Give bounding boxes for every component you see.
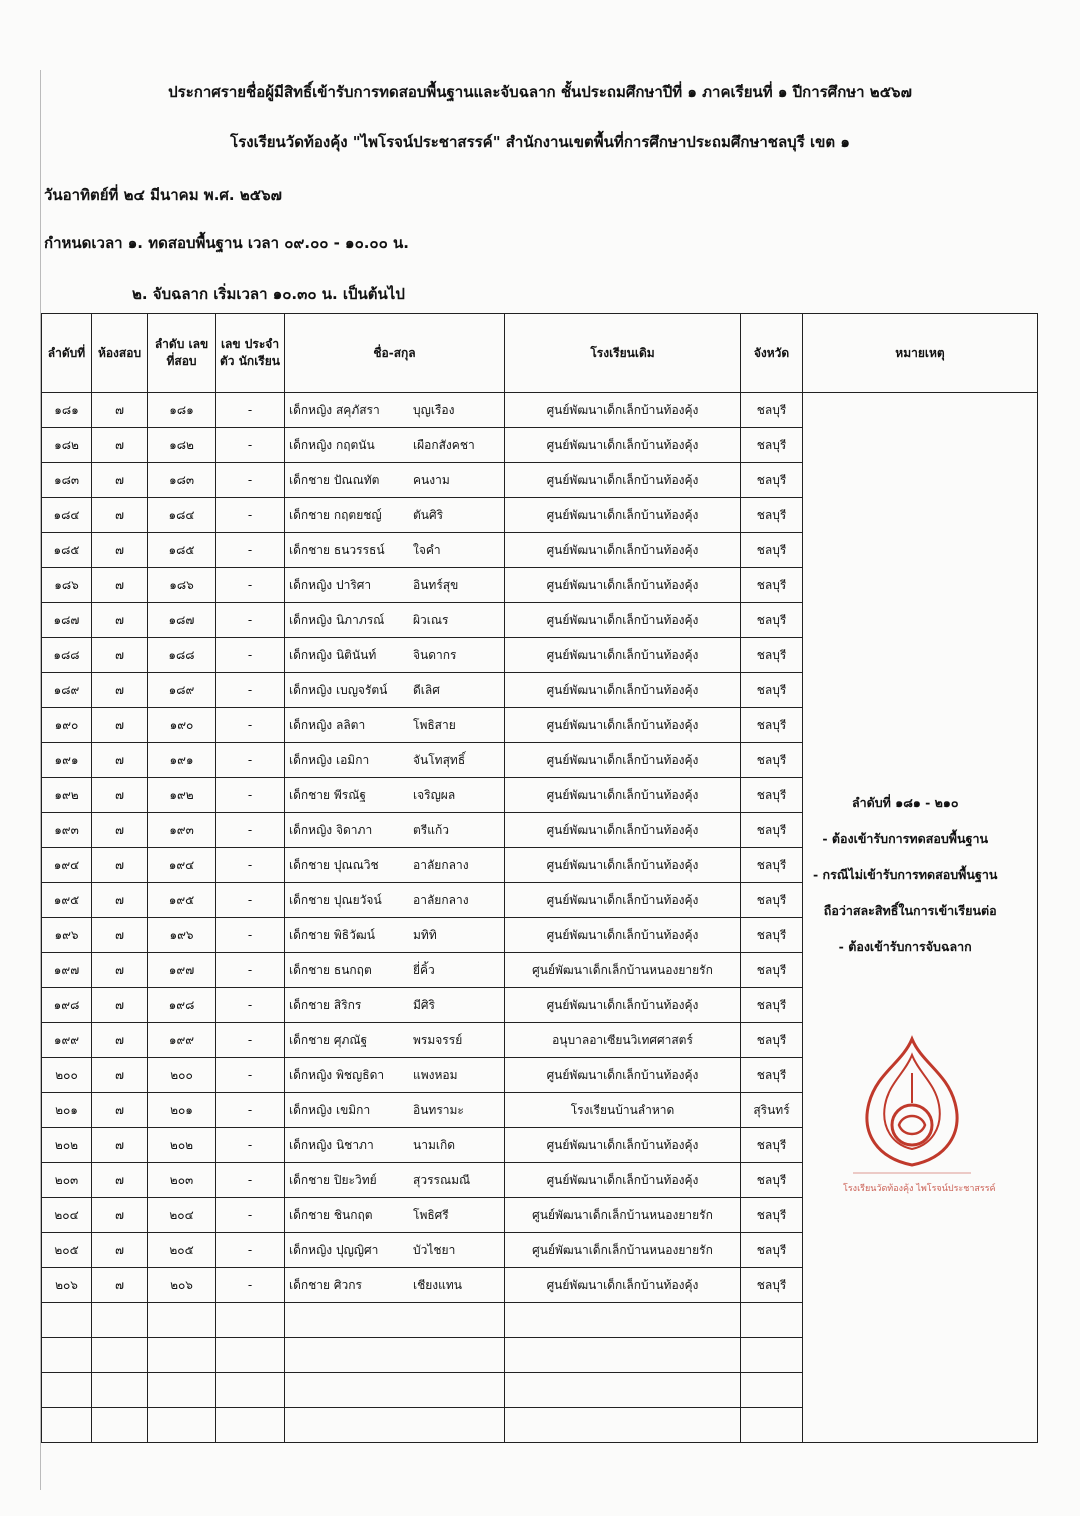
- cell-room: ๗: [92, 918, 148, 953]
- cell-student-id: -: [216, 1163, 285, 1198]
- last-name: แพงหอม: [413, 1067, 458, 1082]
- cell-school: ศูนย์พัฒนาเด็กเล็กบ้านหนองยายรัก: [505, 953, 741, 988]
- cell-no: ๑๙๓: [42, 813, 92, 848]
- cell-exam-no: ๒๐๕: [148, 1233, 216, 1268]
- empty-cell: [42, 1408, 92, 1443]
- cell-student-id: -: [216, 673, 285, 708]
- last-name: เจริญผล: [413, 787, 456, 802]
- cell-school: ศูนย์พัฒนาเด็กเล็กบ้านท้องคุ้ง: [505, 533, 741, 568]
- last-name: นามเกิด: [413, 1137, 456, 1152]
- first-name: เด็กหญิง ปาริศา: [289, 577, 372, 592]
- cell-school: ศูนย์พัฒนาเด็กเล็กบ้านท้องคุ้ง: [505, 778, 741, 813]
- empty-cell: [216, 1373, 285, 1408]
- cell-name: [285, 1198, 505, 1233]
- cell-room: ๗: [92, 603, 148, 638]
- last-name: ใจคำ: [413, 542, 441, 557]
- cell-room: ๗: [92, 393, 148, 428]
- cell-student-id: -: [216, 778, 285, 813]
- first-name: เด็กหญิง นิตินันท์: [289, 647, 377, 662]
- cell-exam-no: ๑๘๕: [148, 533, 216, 568]
- cell-province: สุรินทร์: [741, 1093, 803, 1128]
- last-name: เผือกสังคชา: [413, 437, 475, 452]
- cell-student-id: -: [216, 918, 285, 953]
- cell-student-id: -: [216, 1198, 285, 1233]
- cell-no: ๑๙๑: [42, 743, 92, 778]
- empty-cell: [148, 1373, 216, 1408]
- first-name: เด็กชาย ธนกฤต: [289, 962, 372, 977]
- cell-no: ๑๙๙: [42, 1023, 92, 1058]
- cell-province: ชลบุรี: [741, 603, 803, 638]
- cell-name: [285, 498, 505, 533]
- cell-school: ศูนย์พัฒนาเด็กเล็กบ้านท้องคุ้ง: [505, 1128, 741, 1163]
- empty-cell: [741, 1408, 803, 1443]
- first-name: เด็กหญิง นิชาภา: [289, 1137, 374, 1152]
- first-name: เด็กชาย ธนวรรธน์: [289, 542, 385, 557]
- cell-province: ชลบุรี: [741, 568, 803, 603]
- last-name: บัวไชยา: [413, 1242, 456, 1257]
- cell-name: [285, 1023, 505, 1058]
- cell-student-id: -: [216, 1093, 285, 1128]
- cell-province: ชลบุรี: [741, 743, 803, 778]
- empty-cell: [285, 1408, 505, 1443]
- page-title: ประกาศรายชื่อผู้มีสิทธิ์เข้ารับการทดสอบพื้นฐานและจับฉลาก ชั้นประถมศึกษาปีที่ ๑ ภาคเรียนที่ ๑ ปีการศึกษา ๒๕๖๗: [168, 83, 912, 101]
- last-name: ตันศิริ: [413, 507, 444, 522]
- cell-no: ๒๐๒: [42, 1128, 92, 1163]
- empty-cell: [92, 1338, 148, 1373]
- cell-student-id: -: [216, 568, 285, 603]
- cell-no: ๑๙๗: [42, 953, 92, 988]
- cell-no: ๑๘๖: [42, 568, 92, 603]
- col-header-province: จังหวัด: [741, 314, 803, 393]
- cell-school: ศูนย์พัฒนาเด็กเล็กบ้านท้องคุ้ง: [505, 673, 741, 708]
- empty-cell: [92, 1303, 148, 1338]
- cell-exam-no: ๑๙๘: [148, 988, 216, 1023]
- cell-room: ๗: [92, 498, 148, 533]
- cell-exam-no: ๒๐๓: [148, 1163, 216, 1198]
- cell-name: [285, 883, 505, 918]
- cell-province: ชลบุรี: [741, 953, 803, 988]
- cell-no: ๑๘๙: [42, 673, 92, 708]
- cell-student-id: -: [216, 848, 285, 883]
- cell-no: ๒๐๑: [42, 1093, 92, 1128]
- cell-name: [285, 1093, 505, 1128]
- cell-room: ๗: [92, 953, 148, 988]
- first-name: เด็กชาย ปุณยวัจน์: [289, 892, 382, 907]
- cell-no: ๑๙๕: [42, 883, 92, 918]
- first-name: เด็กชาย กฤตยชญ์: [289, 507, 382, 522]
- empty-cell: [741, 1303, 803, 1338]
- cell-school: ศูนย์พัฒนาเด็กเล็กบ้านท้องคุ้ง: [505, 813, 741, 848]
- empty-cell: [42, 1338, 92, 1373]
- cell-province: ชลบุรี: [741, 1268, 803, 1303]
- last-name: สุวรรณมณี: [413, 1172, 471, 1187]
- empty-cell: [216, 1338, 285, 1373]
- col-header-name: ชื่อ-สกุล: [285, 314, 505, 393]
- col-header-room: ห้องสอบ: [92, 314, 148, 393]
- cell-province: ชลบุรี: [741, 463, 803, 498]
- cell-no: ๑๘๘: [42, 638, 92, 673]
- cell-school: ศูนย์พัฒนาเด็กเล็กบ้านท้องคุ้ง: [505, 988, 741, 1023]
- cell-room: ๗: [92, 883, 148, 918]
- cell-province: ชลบุรี: [741, 813, 803, 848]
- cell-province: ชลบุรี: [741, 778, 803, 813]
- last-name: ผิวเณร: [413, 612, 449, 627]
- cell-province: ชลบุรี: [741, 883, 803, 918]
- cell-province: ชลบุรี: [741, 848, 803, 883]
- empty-cell: [741, 1373, 803, 1408]
- cell-name: [285, 1163, 505, 1198]
- first-name: เด็กชาย ปิยะวิทย์: [289, 1172, 377, 1187]
- cell-school: ศูนย์พัฒนาเด็กเล็กบ้านท้องคุ้ง: [505, 428, 741, 463]
- cell-no: ๑๙๐: [42, 708, 92, 743]
- cell-province: ชลบุรี: [741, 533, 803, 568]
- cell-province: ชลบุรี: [741, 918, 803, 953]
- cell-room: ๗: [92, 1093, 148, 1128]
- cell-no: ๒๐๐: [42, 1058, 92, 1093]
- last-name: บุญเรือง: [413, 402, 455, 417]
- remark-note: - ต้องเข้ารับการทดสอบพื้นฐาน: [822, 831, 989, 846]
- cell-no: ๑๘๕: [42, 533, 92, 568]
- cell-school: ศูนย์พัฒนาเด็กเล็กบ้านท้องคุ้ง: [505, 1163, 741, 1198]
- empty-cell: [216, 1303, 285, 1338]
- candidate-table: [41, 313, 1038, 1443]
- cell-school: ศูนย์พัฒนาเด็กเล็กบ้านหนองยายรัก: [505, 1198, 741, 1233]
- cell-province: ชลบุรี: [741, 1233, 803, 1268]
- cell-school: ศูนย์พัฒนาเด็กเล็กบ้านหนองยายรัก: [505, 1233, 741, 1268]
- cell-student-id: -: [216, 533, 285, 568]
- schedule-test: กำหนดเวลา ๑. ทดสอบพื้นฐาน เวลา ๐๙.๐๐ - ๑๐.๐๐ น.: [44, 234, 409, 252]
- first-name: เด็กชาย ปัณณทัต: [289, 472, 380, 487]
- cell-no: ๑๘๒: [42, 428, 92, 463]
- first-name: เด็กชาย ปุณณวิช: [289, 857, 379, 872]
- cell-room: ๗: [92, 673, 148, 708]
- cell-exam-no: ๑๙๒: [148, 778, 216, 813]
- empty-cell: [148, 1338, 216, 1373]
- cell-student-id: -: [216, 498, 285, 533]
- cell-room: ๗: [92, 638, 148, 673]
- first-name: เด็กหญิง ปุญญิศา: [289, 1242, 379, 1257]
- cell-name: [285, 918, 505, 953]
- cell-student-id: -: [216, 1023, 285, 1058]
- cell-province: ชลบุรี: [741, 498, 803, 533]
- last-name: เชียงแทน: [413, 1277, 462, 1292]
- last-name: มีศิริ: [413, 997, 435, 1012]
- cell-exam-no: ๒๐๒: [148, 1128, 216, 1163]
- cell-no: ๒๐๕: [42, 1233, 92, 1268]
- cell-room: ๗: [92, 1198, 148, 1233]
- cell-no: ๑๘๗: [42, 603, 92, 638]
- cell-school: ศูนย์พัฒนาเด็กเล็กบ้านท้องคุ้ง: [505, 708, 741, 743]
- cell-name: [285, 673, 505, 708]
- cell-exam-no: ๑๙๙: [148, 1023, 216, 1058]
- cell-school: ศูนย์พัฒนาเด็กเล็กบ้านท้องคุ้ง: [505, 743, 741, 778]
- cell-student-id: -: [216, 708, 285, 743]
- first-name: เด็กหญิง เขมิกา: [289, 1102, 371, 1117]
- cell-province: ชลบุรี: [741, 1198, 803, 1233]
- cell-exam-no: ๑๙๑: [148, 743, 216, 778]
- cell-name: [285, 603, 505, 638]
- cell-no: ๑๘๑: [42, 393, 92, 428]
- cell-student-id: -: [216, 603, 285, 638]
- cell-exam-no: ๑๙๗: [148, 953, 216, 988]
- cell-name: [285, 1128, 505, 1163]
- last-name: มทิทิ: [413, 927, 437, 942]
- cell-exam-no: ๑๙๖: [148, 918, 216, 953]
- cell-exam-no: ๑๘๒: [148, 428, 216, 463]
- first-name: เด็กชาย สิริกร: [289, 997, 362, 1012]
- cell-exam-no: ๑๘๓: [148, 463, 216, 498]
- school-seal-icon: [847, 1033, 977, 1183]
- cell-no: ๑๙๘: [42, 988, 92, 1023]
- col-header-no: ลำดับที่: [42, 314, 92, 393]
- cell-student-id: -: [216, 1233, 285, 1268]
- empty-cell: [148, 1408, 216, 1443]
- exam-date: วันอาทิตย์ที่ ๒๔ มีนาคม พ.ศ. ๒๕๖๗: [44, 186, 282, 204]
- last-name: อาลัยกลาง: [413, 892, 469, 907]
- cell-name: [285, 953, 505, 988]
- empty-cell: [505, 1303, 741, 1338]
- cell-exam-no: ๒๐๔: [148, 1198, 216, 1233]
- cell-exam-no: ๑๘๗: [148, 603, 216, 638]
- cell-exam-no: ๒๐๐: [148, 1058, 216, 1093]
- cell-room: ๗: [92, 708, 148, 743]
- cell-province: ชลบุรี: [741, 988, 803, 1023]
- empty-cell: [285, 1338, 505, 1373]
- cell-name: [285, 533, 505, 568]
- cell-name: [285, 463, 505, 498]
- cell-exam-no: ๑๘๘: [148, 638, 216, 673]
- cell-school: ศูนย์พัฒนาเด็กเล็กบ้านท้องคุ้ง: [505, 1058, 741, 1093]
- cell-name: [285, 708, 505, 743]
- cell-exam-no: ๑๘๔: [148, 498, 216, 533]
- first-name: เด็กหญิง นิภาภรณ์: [289, 612, 385, 627]
- empty-cell: [92, 1373, 148, 1408]
- cell-school: อนุบาลอาเซียนวิเทศศาสตร์: [505, 1023, 741, 1058]
- cell-student-id: -: [216, 638, 285, 673]
- cell-student-id: -: [216, 393, 285, 428]
- cell-name: [285, 1058, 505, 1093]
- cell-school: ศูนย์พัฒนาเด็กเล็กบ้านท้องคุ้ง: [505, 568, 741, 603]
- first-name: เด็กหญิง พิชญธิดา: [289, 1067, 385, 1082]
- first-name: เด็กหญิง เบญจรัตน์: [289, 682, 388, 697]
- cell-province: ชลบุรี: [741, 428, 803, 463]
- empty-cell: [148, 1303, 216, 1338]
- cell-school: ศูนย์พัฒนาเด็กเล็กบ้านท้องคุ้ง: [505, 603, 741, 638]
- cell-no: ๑๙๔: [42, 848, 92, 883]
- last-name: ตรีแก้ว: [413, 822, 449, 837]
- cell-school: ศูนย์พัฒนาเด็กเล็กบ้านท้องคุ้ง: [505, 463, 741, 498]
- cell-room: ๗: [92, 568, 148, 603]
- schedule-lottery: ๒. จับฉลาก เริ่มเวลา ๑๐.๓๐ น. เป็นต้นไป: [132, 285, 405, 303]
- remark-cell: [803, 393, 1038, 1443]
- last-name: ยี่คิ้ว: [413, 962, 435, 977]
- cell-province: ชลบุรี: [741, 708, 803, 743]
- cell-student-id: -: [216, 813, 285, 848]
- school-seal-caption: โรงเรียนวัดท้องคุ้ง ไพโรจน์ประชาสรรค์: [843, 1184, 996, 1194]
- cell-name: [285, 813, 505, 848]
- school-subtitle: โรงเรียนวัดท้องคุ้ง "ไพโรจน์ประชาสรรค์" สำนักงานเขตพื้นที่การศึกษาประถมศึกษาชลบุรี เขต ๑: [230, 133, 850, 151]
- cell-school: โรงเรียนบ้านลำหาด: [505, 1093, 741, 1128]
- empty-cell: [285, 1373, 505, 1408]
- cell-exam-no: ๑๙๕: [148, 883, 216, 918]
- cell-name: [285, 988, 505, 1023]
- cell-exam-no: ๑๘๖: [148, 568, 216, 603]
- empty-cell: [741, 1338, 803, 1373]
- cell-no: ๒๐๖: [42, 1268, 92, 1303]
- empty-cell: [285, 1303, 505, 1338]
- cell-school: ศูนย์พัฒนาเด็กเล็กบ้านท้องคุ้ง: [505, 918, 741, 953]
- cell-exam-no: ๑๘๑: [148, 393, 216, 428]
- col-header-student-id: เลข ประจำตัว นักเรียน: [216, 314, 285, 393]
- cell-province: ชลบุรี: [741, 1023, 803, 1058]
- last-name: อาลัยกลาง: [413, 857, 469, 872]
- cell-room: ๗: [92, 1128, 148, 1163]
- cell-name: [285, 638, 505, 673]
- first-name: เด็กชาย ศุภณัฐ: [289, 1032, 368, 1047]
- cell-school: ศูนย์พัฒนาเด็กเล็กบ้านท้องคุ้ง: [505, 393, 741, 428]
- last-name: จันโทสุทธิ์: [413, 752, 466, 767]
- cell-student-id: -: [216, 428, 285, 463]
- cell-name: [285, 1233, 505, 1268]
- cell-student-id: -: [216, 463, 285, 498]
- last-name: โพธิสาย: [413, 717, 456, 732]
- empty-cell: [505, 1373, 741, 1408]
- cell-name: [285, 428, 505, 463]
- table-row: [42, 393, 1038, 428]
- cell-student-id: -: [216, 988, 285, 1023]
- cell-no: ๒๐๔: [42, 1198, 92, 1233]
- cell-no: ๑๘๔: [42, 498, 92, 533]
- empty-cell: [42, 1373, 92, 1408]
- cell-province: ชลบุรี: [741, 1128, 803, 1163]
- cell-province: ชลบุรี: [741, 1163, 803, 1198]
- last-name: ดีเลิศ: [413, 682, 440, 697]
- cell-school: ศูนย์พัฒนาเด็กเล็กบ้านท้องคุ้ง: [505, 883, 741, 918]
- first-name: เด็กหญิง กฤตนัน: [289, 437, 375, 452]
- last-name: จินดากร: [413, 647, 457, 662]
- cell-school: ศูนย์พัฒนาเด็กเล็กบ้านท้องคุ้ง: [505, 498, 741, 533]
- cell-student-id: -: [216, 1058, 285, 1093]
- cell-room: ๗: [92, 463, 148, 498]
- last-name: คนงาม: [413, 472, 450, 487]
- empty-cell: [505, 1408, 741, 1443]
- cell-name: [285, 848, 505, 883]
- cell-school: ศูนย์พัฒนาเด็กเล็กบ้านท้องคุ้ง: [505, 1268, 741, 1303]
- cell-exam-no: ๒๐๖: [148, 1268, 216, 1303]
- first-name: เด็กชาย พีรณัฐ: [289, 787, 366, 802]
- cell-exam-no: ๑๙๐: [148, 708, 216, 743]
- cell-room: ๗: [92, 743, 148, 778]
- first-name: เด็กหญิง เอมิกา: [289, 752, 370, 767]
- cell-school: ศูนย์พัฒนาเด็กเล็กบ้านท้องคุ้ง: [505, 638, 741, 673]
- remark-range: ลำดับที่ ๑๘๑ - ๒๑๐: [851, 795, 959, 810]
- cell-no: ๒๐๓: [42, 1163, 92, 1198]
- col-header-exam-no: ลำดับ เลขที่สอบ: [148, 314, 216, 393]
- cell-name: [285, 1268, 505, 1303]
- last-name: โพธิศรี: [413, 1207, 449, 1222]
- cell-room: ๗: [92, 428, 148, 463]
- cell-province: ชลบุรี: [741, 1058, 803, 1093]
- remark-notes: [813, 785, 997, 965]
- cell-student-id: -: [216, 953, 285, 988]
- cell-exam-no: ๑๙๔: [148, 848, 216, 883]
- cell-province: ชลบุรี: [741, 393, 803, 428]
- cell-room: ๗: [92, 1023, 148, 1058]
- table-header-row: [42, 314, 1038, 393]
- cell-school: ศูนย์พัฒนาเด็กเล็กบ้านท้องคุ้ง: [505, 848, 741, 883]
- cell-exam-no: ๒๐๑: [148, 1093, 216, 1128]
- cell-exam-no: ๑๙๓: [148, 813, 216, 848]
- cell-room: ๗: [92, 848, 148, 883]
- col-header-remark: หมายเหตุ: [803, 314, 1038, 393]
- cell-room: ๗: [92, 1163, 148, 1198]
- remark-note: - ต้องเข้ารับการจับฉลาก: [838, 939, 972, 954]
- last-name: อินทรามะ: [413, 1102, 464, 1117]
- last-name: พรมจรรย์: [413, 1032, 463, 1047]
- col-header-school: โรงเรียนเดิม: [505, 314, 741, 393]
- cell-room: ๗: [92, 1268, 148, 1303]
- cell-student-id: -: [216, 883, 285, 918]
- first-name: เด็กหญิง สคุภัสรา: [289, 402, 380, 417]
- cell-province: ชลบุรี: [741, 673, 803, 708]
- first-name: เด็กชาย ศิวกร: [289, 1277, 362, 1292]
- first-name: เด็กชาย พิธิวัฒน์: [289, 927, 375, 942]
- cell-name: [285, 393, 505, 428]
- cell-name: [285, 743, 505, 778]
- cell-student-id: -: [216, 1268, 285, 1303]
- empty-cell: [216, 1408, 285, 1443]
- cell-province: ชลบุรี: [741, 638, 803, 673]
- cell-name: [285, 778, 505, 813]
- first-name: เด็กหญิง ลลิตา: [289, 717, 366, 732]
- cell-no: ๑๘๓: [42, 463, 92, 498]
- cell-room: ๗: [92, 988, 148, 1023]
- empty-cell: [42, 1303, 92, 1338]
- cell-room: ๗: [92, 778, 148, 813]
- empty-cell: [92, 1408, 148, 1443]
- cell-no: ๑๙๒: [42, 778, 92, 813]
- cell-name: [285, 568, 505, 603]
- remark-note: ถือว่าสละสิทธิ์ในการเข้าเรียนต่อ: [823, 903, 997, 918]
- empty-cell: [505, 1338, 741, 1373]
- cell-no: ๑๙๖: [42, 918, 92, 953]
- cell-room: ๗: [92, 1233, 148, 1268]
- first-name: เด็กชาย ชินกฤต: [289, 1207, 373, 1222]
- cell-room: ๗: [92, 533, 148, 568]
- cell-student-id: -: [216, 1128, 285, 1163]
- cell-exam-no: ๑๘๙: [148, 673, 216, 708]
- last-name: อินทร์สุข: [413, 577, 459, 592]
- cell-room: ๗: [92, 1058, 148, 1093]
- first-name: เด็กหญิง จิดาภา: [289, 822, 373, 837]
- cell-room: ๗: [92, 813, 148, 848]
- remark-note: - กรณีไม่เข้ารับการทดสอบพื้นฐาน: [813, 867, 998, 882]
- cell-student-id: -: [216, 743, 285, 778]
